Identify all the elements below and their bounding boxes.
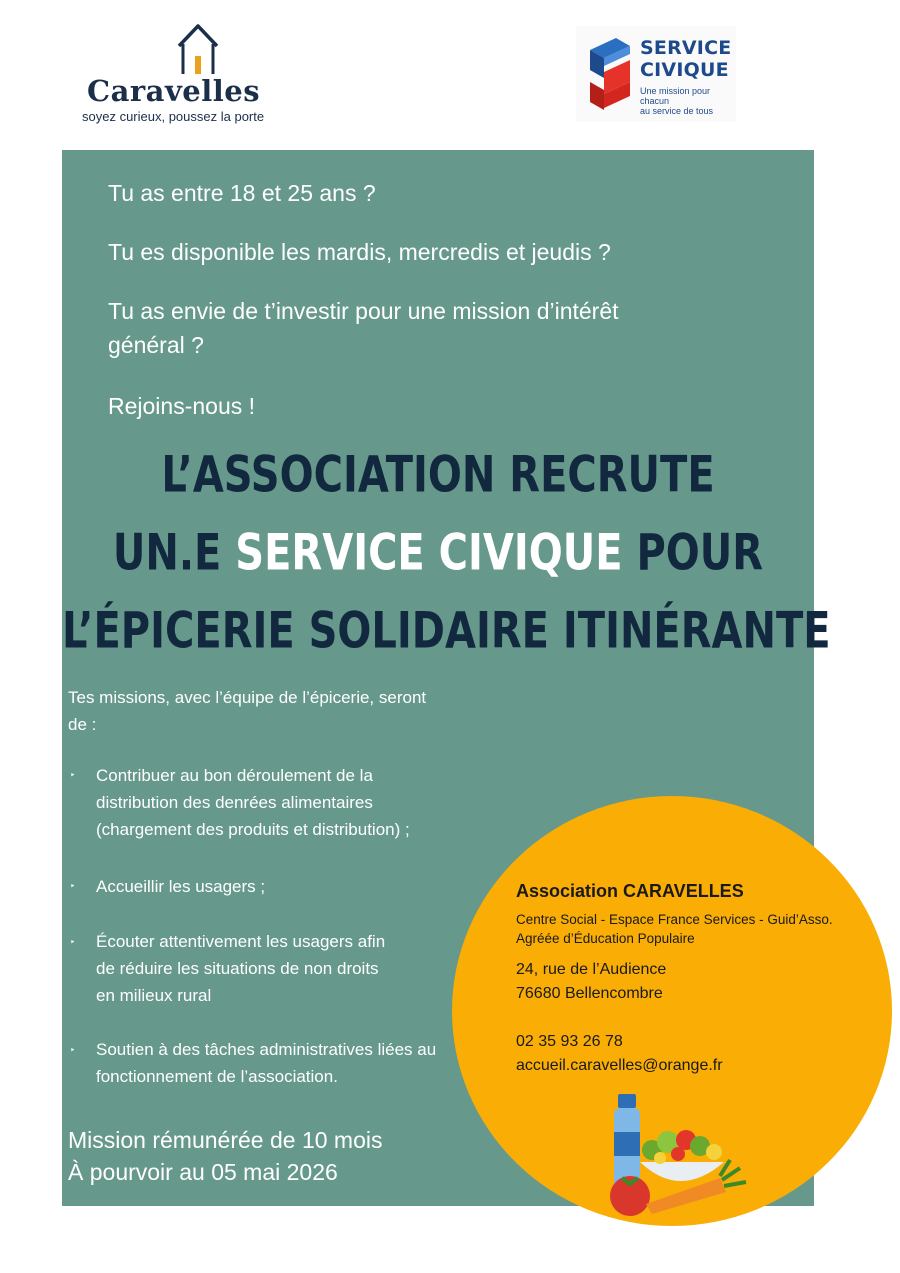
remuneration: Mission rémunérée de 10 mois À pourvoir au 05 mai 2026 [68, 1127, 383, 1185]
bullet-icon: ‣ [70, 1045, 76, 1055]
contact-email: accueil.caravelles@orange.fr [516, 1057, 723, 1074]
missions-intro: Tes missions, avec l’équipe de l’épicerie, seront de : [68, 688, 427, 734]
mission-item: Écouter attentivement les usagers afin de réduire les situations de non droits en milieux rural [96, 932, 386, 1005]
question-age: Tu as entre 18 et 25 ans ? [108, 180, 376, 206]
contact-phone: 02 35 93 26 78 [516, 1033, 623, 1050]
brand-tagline: soyez curieux, poussez la porte [82, 109, 265, 124]
contact-description: Centre Social - Espace France Services - Guid’Asso. Agréée d’Éducation Populaire [516, 912, 833, 946]
service-civique-logo-icon [582, 32, 638, 118]
headline-line1: L’ASSOCIATION RECRUTE [161, 446, 715, 504]
brand-name: Caravelles [87, 74, 261, 108]
caravelles-logo [82, 22, 272, 132]
food-basket-icon [600, 1092, 750, 1220]
service-civique-title: SERVICE CIVIQUE [640, 37, 732, 81]
bullet-icon: ‣ [70, 770, 76, 780]
bullet-icon: ‣ [70, 937, 76, 947]
question-interest-line2: général ? [108, 332, 204, 358]
headline-line2: UN.E SERVICE CIVIQUE POUR [112, 524, 764, 582]
mission-item: Contribuer au bon déroulement de la distribution des denrées alimentaires (chargement des produits et distribution) ; [96, 766, 410, 839]
service-civique-tagline: Une mission pour chacun au service de tous [640, 86, 714, 116]
mission-item: Accueillir les usagers ; [96, 877, 266, 896]
headline-service-civique: SERVICE CIVIQUE [235, 524, 623, 582]
contact-address: 24, rue de l’Audience 76680 Bellencombre [516, 961, 667, 1002]
bullet-icon: ‣ [70, 881, 76, 891]
headline-line3: L’ÉPICERIE SOLIDAIRE ITINÉRANTE [62, 602, 831, 660]
question-interest-line1: Tu as envie de t’investir pour une mission d’intérêt [108, 298, 619, 324]
service-civique-logo [576, 26, 736, 122]
contact-name: Association CARAVELLES [516, 881, 744, 901]
question-availability: Tu es disponible les mardis, mercredis et jeudis ? [108, 239, 611, 265]
mission-item: Soutien à des tâches administratives liées au fonctionnement de l’association. [96, 1040, 437, 1086]
house-icon [175, 22, 221, 78]
call-to-action: Rejoins-nous ! [108, 393, 256, 419]
